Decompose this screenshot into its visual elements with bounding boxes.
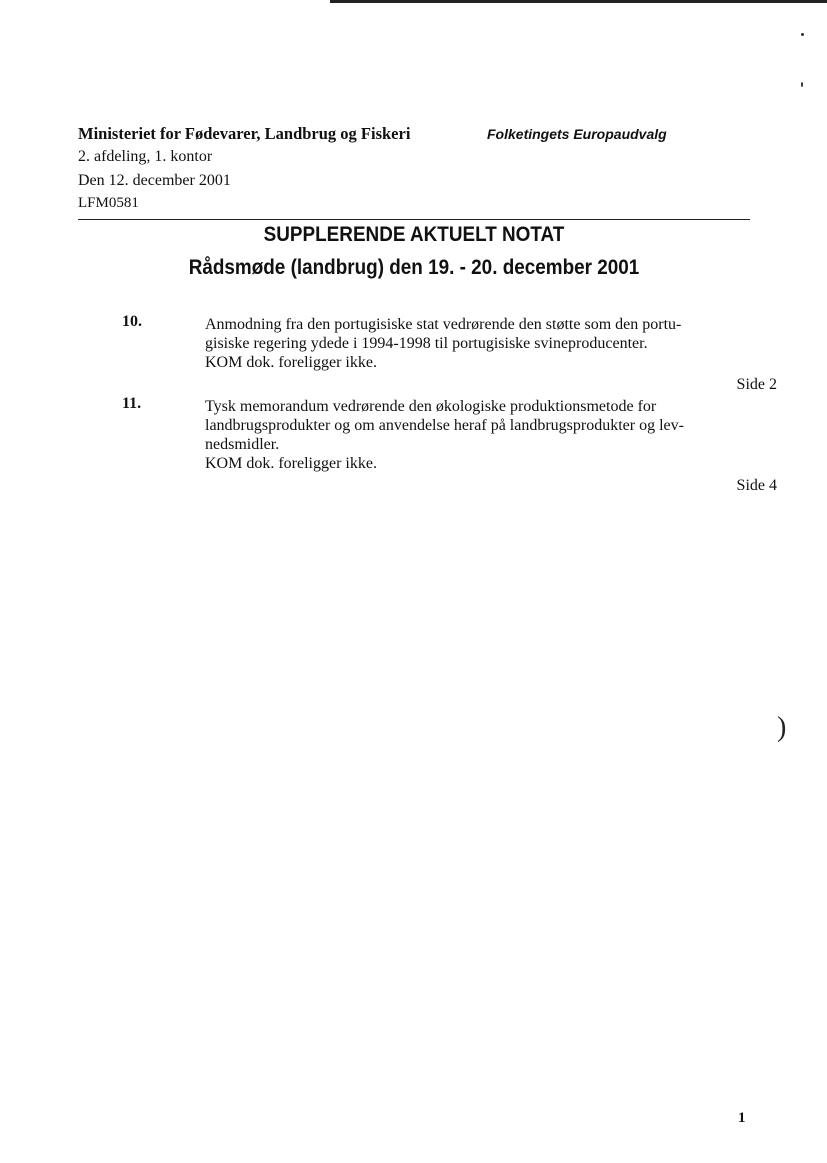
document-date: Den 12. december 2001 xyxy=(78,172,231,189)
scan-top-edge-line xyxy=(330,0,827,3)
document-title: SUPPLERENDE AKTUELT NOTAT xyxy=(263,223,565,246)
reference-number: LFM0581 xyxy=(78,195,139,211)
item-text-line: nedsmidler. xyxy=(205,436,280,453)
committee-name: Folketingets Europaudvalg xyxy=(487,126,667,142)
scan-speck xyxy=(801,82,803,87)
item-number: 10. xyxy=(122,313,142,330)
page-number: 1 xyxy=(738,1110,746,1126)
scan-speck xyxy=(801,33,804,36)
item-text-line: gisiske regering ydede i 1994-1998 til portugisiske svineproducenter. xyxy=(205,335,648,352)
department: 2. afdeling, 1. kontor xyxy=(78,148,213,165)
scan-mark: ) xyxy=(777,712,787,743)
page-reference: Side 4 xyxy=(736,477,777,494)
item-text-line: KOM dok. foreligger ikke. xyxy=(205,354,377,371)
item-text xyxy=(205,315,777,372)
page-reference: Side 2 xyxy=(736,376,777,393)
item-text-line: KOM dok. foreligger ikke. xyxy=(205,455,377,472)
item-text-line: Tysk memorandum vedrørende den økologiske produktionsmetode for xyxy=(205,398,657,415)
item-number: 11. xyxy=(122,395,142,412)
item-text-line: Anmodning fra den portugisiske stat vedrørende den støtte som den portu- xyxy=(205,316,682,333)
item-text-line: landbrugsprodukter og om anvendelse heraf på landbrugsprodukter og lev- xyxy=(205,417,684,434)
ministry-name: Ministeriet for Fødevarer, Landbrug og Fiskeri xyxy=(78,124,411,143)
document-subtitle: Rådsmøde (landbrug) den 19. - 20. december 2001 xyxy=(188,256,640,279)
item-text xyxy=(205,397,777,473)
header-divider xyxy=(78,219,750,220)
